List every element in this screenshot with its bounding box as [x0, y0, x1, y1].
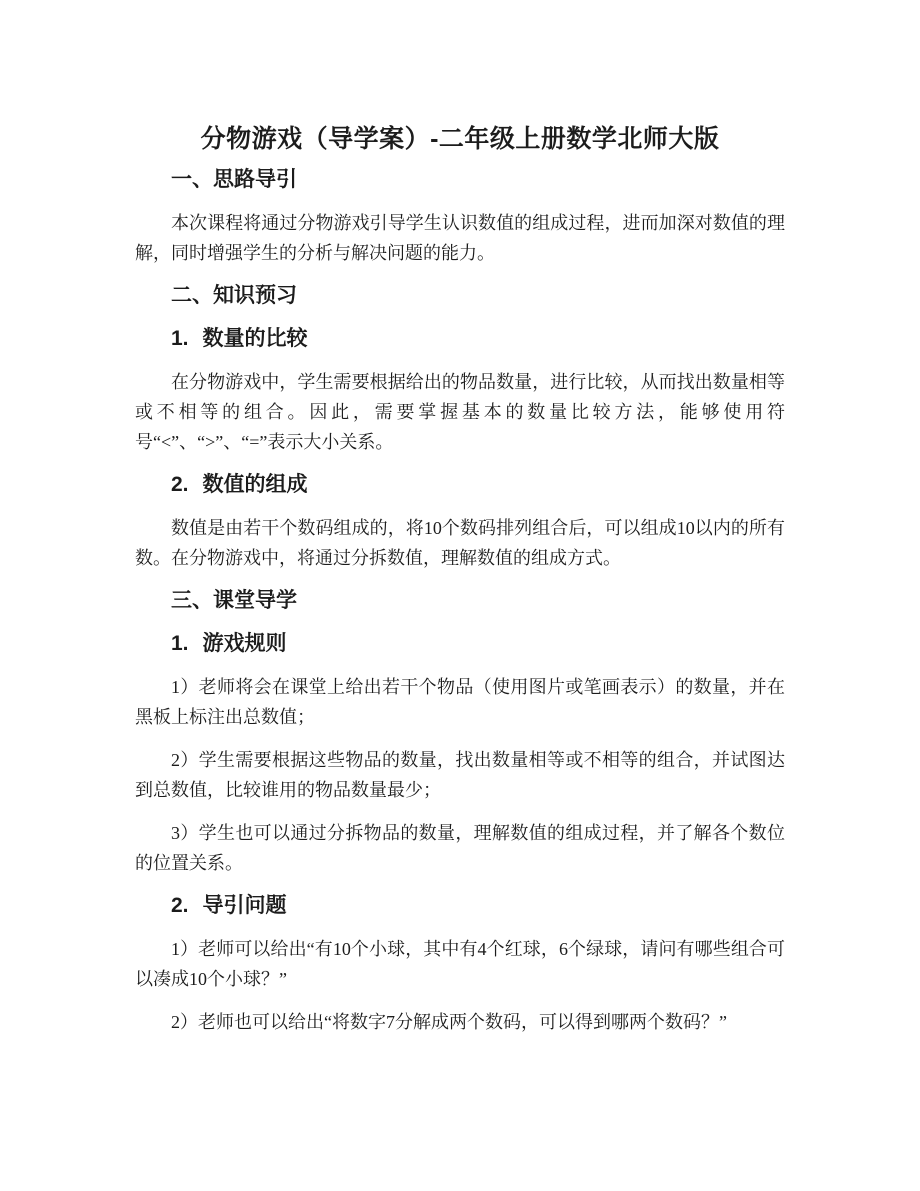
subsection-label: 数值的组成: [202, 473, 308, 496]
paragraph-rule-1: 1）老师将会在课堂上给出若干个物品（使用图片或笔画表示）的数量，并在黑板上标注出总数值；: [135, 677, 785, 727]
subsection-number: 2.: [171, 894, 189, 917]
paragraph-number-composition: 数值是由若干个数码组成的，将10个数码排列组合后，可以组成10以内的所有数。在分物游戏中，将通过分拆数值，理解数值的组成方式。: [135, 518, 785, 568]
subsection-number: 1.: [171, 632, 189, 655]
subsection-label: 游戏规则: [202, 632, 287, 655]
subsection-heading-number-composition: [171, 470, 785, 500]
subsection-heading-quantity-comparison: [171, 324, 785, 354]
subsection-heading-guiding-questions: [171, 891, 785, 921]
subsection-label: 数量的比较: [202, 327, 308, 350]
section-2-heading: 二、知识预习: [171, 284, 297, 307]
subsection-label: 导引问题: [202, 894, 287, 917]
subsection-heading-game-rules: [171, 629, 785, 659]
subsection-number: 2.: [171, 473, 189, 496]
paragraph-question-2: 2）老师也可以给出“将数字7分解成两个数码，可以得到哪两个数码？”: [171, 1012, 727, 1032]
section-1-heading: 一、思路导引: [171, 168, 297, 191]
subsection-number: 1.: [171, 327, 189, 350]
paragraph-rule-2: 2）学生需要根据这些物品的数量，找出数量相等或不相等的组合，并试图达到总数值，比较谁用的物品数量最少；: [135, 750, 785, 800]
section-3-heading: 三、课堂导学: [171, 589, 297, 612]
paragraph-quantity-comparison: 在分物游戏中，学生需要根据给出的物品数量，进行比较，从而找出数量相等或不相等的组合。因此，需要掌握基本的数量比较方法，能够使用符号“<”、“>”、“=”表示大小关系。: [135, 372, 785, 452]
paragraph-rule-3: 3）学生也可以通过分拆物品的数量，理解数值的组成过程，并了解各个数位的位置关系。: [135, 823, 785, 873]
paragraph-question-1: 1）老师可以给出“有10个小球，其中有4个红球，6个绿球，请问有哪些组合可以凑成10个小球？”: [135, 939, 785, 989]
document-title: 分物游戏（导学案）-二年级上册数学北师大版: [200, 125, 720, 153]
paragraph-intro: 本次课程将通过分物游戏引导学生认识数值的组成过程，进而加深对数值的理解，同时增强学生的分析与解决问题的能力。: [135, 213, 785, 263]
